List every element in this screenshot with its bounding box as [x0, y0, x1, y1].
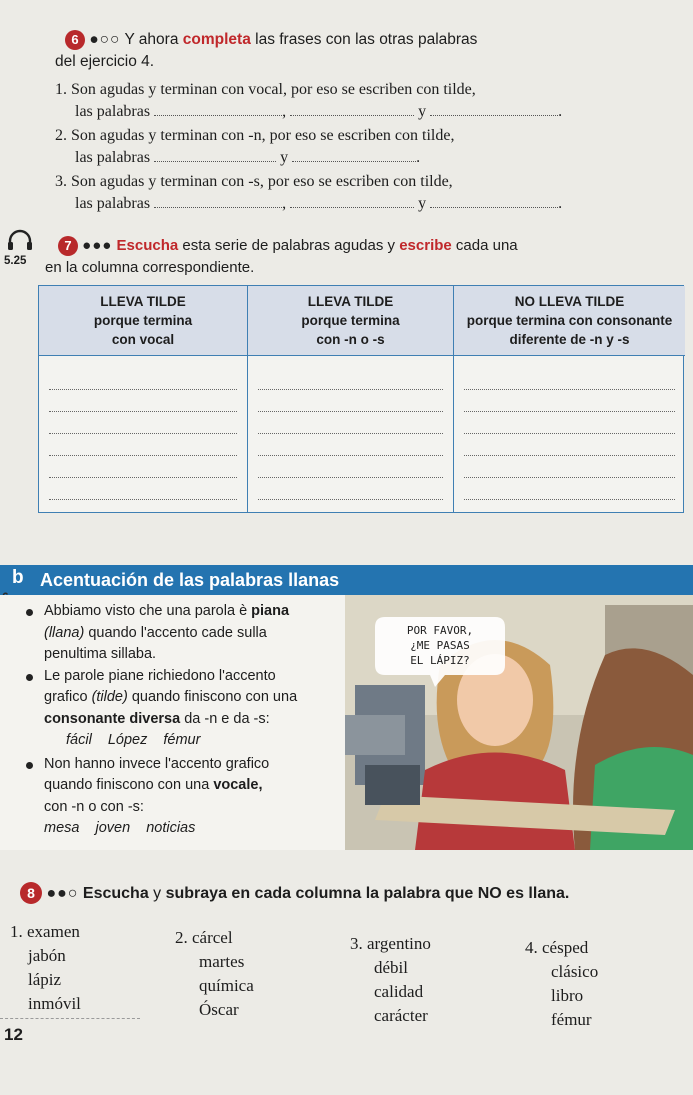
word-option[interactable]: fémur	[551, 1010, 592, 1029]
grammar-box	[0, 595, 345, 850]
answer-line[interactable]	[258, 368, 443, 390]
speech-text-1: POR FAVOR,	[406, 624, 474, 637]
rule-bullet-2: Le parole piane richiedono l'accento grafico (tilde) quando finiscono con una consonante diversa da -n e da -s:	[24, 666, 335, 731]
answer-line[interactable]	[258, 456, 443, 478]
ex6-item-2: 2. Son agudas y terminan con -n, por eso se escriben con tilde,	[55, 127, 455, 144]
table-header: NO LLEVA TILDE porque termina con consonante diferente de -n y -s	[454, 286, 685, 356]
table-column-n-s	[248, 286, 454, 512]
answer-line[interactable]	[49, 478, 237, 500]
word-option[interactable]: química	[199, 976, 254, 995]
section-banner	[0, 565, 693, 595]
word-column-1: 1. examen jabón lápiz inmóvil	[10, 920, 81, 1016]
ex6-item-2-blanks: las palabras y .	[75, 149, 421, 166]
word-option[interactable]: clásico	[551, 962, 599, 981]
answer-line[interactable]	[258, 434, 443, 456]
word-option[interactable]: lápiz	[28, 970, 62, 989]
answer-line[interactable]	[464, 478, 675, 500]
blank-field[interactable]	[290, 207, 414, 208]
ex6-item-1-blanks: las palabras , y .	[75, 103, 563, 120]
answer-table	[38, 285, 684, 513]
answer-line[interactable]	[464, 412, 675, 434]
ex6-item-3: 3. Son agudas y terminan con -s, por eso se escriben con tilde,	[55, 173, 453, 190]
word-option[interactable]: examen	[27, 922, 80, 941]
examples-with-tilde: fácil López fémur	[66, 732, 201, 748]
answer-line[interactable]	[464, 456, 675, 478]
rule-bullet-1: Abbiamo visto che una parola è piana (llana) quando l'accento cade sulla penultima sillaba.	[24, 601, 335, 666]
answer-line[interactable]	[464, 434, 675, 456]
word-option[interactable]: inmóvil	[28, 994, 81, 1013]
answer-line[interactable]	[258, 412, 443, 434]
word-column-2: 2. cárcel martes química Óscar	[175, 926, 254, 1022]
answer-line[interactable]	[258, 390, 443, 412]
ex6-instruction-line2: del ejercicio 4.	[55, 53, 155, 70]
ex8-number-badge: 8	[20, 882, 42, 904]
ex6-item-1: 1. Son agudas y terminan con vocal, por eso se escriben con tilde,	[55, 81, 476, 98]
ex8-instruction: 8 ●●○ Escucha y subraya en cada columna la palabra que NO es llana.	[20, 882, 569, 904]
blank-field[interactable]	[290, 115, 414, 116]
table-header: LLEVA TILDE porque termina con -n o -s	[248, 286, 453, 356]
word-option[interactable]: débil	[374, 958, 408, 977]
word-option[interactable]: césped	[542, 938, 589, 957]
answer-line[interactable]	[258, 478, 443, 500]
ex7-instruction: 7 ●●● Escucha esta serie de palabras agudas y escribe cada una	[58, 236, 518, 256]
word-option[interactable]: libro	[551, 986, 584, 1005]
speech-text-3: EL LÁPIZ?	[410, 654, 470, 667]
ex7-instruction-line2: en la columna correspondiente.	[45, 259, 255, 276]
word-option[interactable]: calidad	[374, 982, 424, 1001]
answer-line[interactable]	[464, 390, 675, 412]
page-divider	[0, 1018, 140, 1019]
blank-field[interactable]	[154, 161, 276, 162]
blank-field[interactable]	[154, 115, 282, 116]
answer-line[interactable]	[464, 368, 675, 390]
ex7-number-badge: 7	[58, 236, 78, 256]
audio-track-number: 5.25	[4, 255, 27, 267]
rule-bullet-3: Non hanno invece l'accento grafico quando finiscono con una vocale, con -n o con -s:	[24, 754, 335, 819]
table-column-vocal	[39, 286, 248, 512]
answer-line[interactable]	[49, 368, 237, 390]
word-option[interactable]: argentino	[367, 934, 431, 953]
word-option[interactable]: jabón	[28, 946, 66, 965]
section-letter: b	[12, 567, 24, 588]
difficulty-dots: ●●○	[46, 885, 79, 902]
ex6-number-badge: 6	[65, 30, 85, 50]
answer-line[interactable]	[49, 456, 237, 478]
classroom-photo	[345, 595, 693, 850]
answer-line[interactable]	[49, 390, 237, 412]
blank-field[interactable]	[430, 207, 558, 208]
table-column-no-tilde	[454, 286, 685, 512]
difficulty-dots: ●○○	[89, 31, 121, 48]
word-option[interactable]: martes	[199, 952, 245, 971]
answer-line[interactable]	[49, 412, 237, 434]
ex6-item-3-blanks: las palabras , y .	[75, 195, 563, 212]
word-column-3: 3. argentino débil calidad carácter	[350, 932, 431, 1028]
section-title: Acentuación de las palabras llanas	[40, 570, 340, 590]
audio-headphones-icon[interactable]	[6, 228, 34, 257]
word-column-4: 4. césped clásico libro fémur	[525, 936, 598, 1032]
speech-text-2: ¿ME PASAS	[410, 639, 470, 652]
word-option[interactable]: Óscar	[199, 1000, 239, 1019]
word-option[interactable]: cárcel	[192, 928, 233, 947]
answer-line[interactable]	[49, 434, 237, 456]
table-header: LLEVA TILDE porque termina con vocal	[39, 286, 247, 356]
difficulty-dots: ●●●	[82, 237, 113, 254]
blank-field[interactable]	[154, 207, 282, 208]
blank-field[interactable]	[430, 115, 558, 116]
ex6-instruction: 6 ●○○ Y ahora completa las frases con las otras palabras	[65, 30, 477, 50]
examples-without-tilde: mesa joven noticias	[44, 820, 196, 836]
word-option[interactable]: carácter	[374, 1006, 428, 1025]
blank-field[interactable]	[292, 161, 416, 162]
page-number: 12	[4, 1025, 23, 1044]
